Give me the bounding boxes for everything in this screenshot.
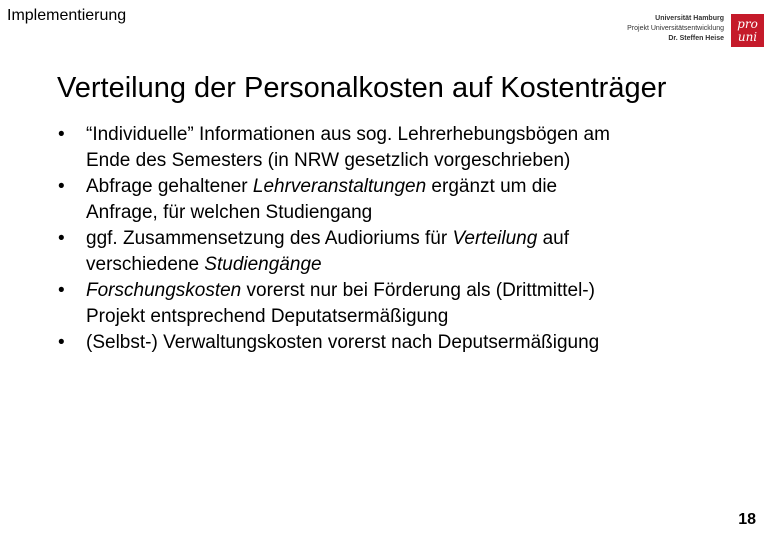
- bullet-line: [86, 148, 758, 174]
- section-label: Implementierung: [7, 7, 127, 24]
- page-number: 18: [738, 511, 756, 528]
- bullet-line: [86, 252, 758, 278]
- bullet-text: “Individuelle” Informationen aus sog. Lehrerhebungsbögen am: [86, 124, 610, 145]
- bullet-text: Ende des Semesters (in NRW gesetzlich vorgeschrieben): [86, 150, 571, 171]
- bullet-text: vorerst nur bei Förderung als (Drittmittel-): [241, 280, 595, 301]
- bullet-line: [86, 122, 758, 148]
- slide-title: Verteilung der Personalkosten auf Kostenträger: [57, 72, 667, 104]
- bullet-dot: •: [58, 332, 65, 353]
- bullet-item: [58, 174, 758, 226]
- bullet-text: (Selbst-) Verwaltungskosten vorerst nach Deputsermäßigung: [86, 332, 600, 353]
- bullet-item: [58, 226, 758, 278]
- org-author: Dr. Steffen Heise: [668, 35, 724, 42]
- institution-header: [622, 14, 764, 46]
- bullet-text: Projekt entsprechend Deputatsermäßigung: [86, 306, 449, 327]
- emphasized-text: Verteilung: [452, 228, 538, 249]
- bullet-dot: •: [58, 228, 65, 249]
- org-university: Universität Hamburg: [655, 15, 724, 22]
- bullet-line: [86, 226, 758, 252]
- emphasized-text: Lehrveranstaltungen: [252, 176, 427, 197]
- bullet-list: [58, 122, 758, 356]
- org-project: Projekt Universitätsentwicklung: [627, 25, 724, 32]
- bullet-dot: •: [58, 176, 65, 197]
- bullet-line: [86, 174, 758, 200]
- bullet-dot: •: [58, 124, 65, 145]
- bullet-text: verschiedene: [86, 254, 205, 275]
- bullet-item: [58, 278, 758, 330]
- bullet-text: Abfrage gehaltener: [86, 176, 253, 197]
- bullet-item: [58, 330, 758, 356]
- bullet-line: [86, 278, 758, 304]
- pro-uni-logo: [731, 14, 764, 47]
- bullet-text: ergänzt um die: [426, 176, 558, 197]
- bullet-dot: •: [58, 280, 65, 301]
- emphasized-text: Forschungskosten: [86, 280, 242, 301]
- bullet-line: [86, 304, 758, 330]
- bullet-text: Anfrage, für welchen Studiengang: [86, 202, 373, 223]
- bullet-item: [58, 122, 758, 174]
- emphasized-text: Studiengänge: [204, 254, 322, 275]
- logo-line-1: pro: [737, 16, 758, 31]
- bullet-text: ggf. Zusammensetzung des Audioriums für: [86, 228, 453, 249]
- bullet-text: auf: [537, 228, 570, 249]
- bullet-line: [86, 330, 758, 356]
- institution-text: [627, 14, 724, 44]
- logo-line-2: uni: [737, 29, 758, 44]
- bullet-line: [86, 200, 758, 226]
